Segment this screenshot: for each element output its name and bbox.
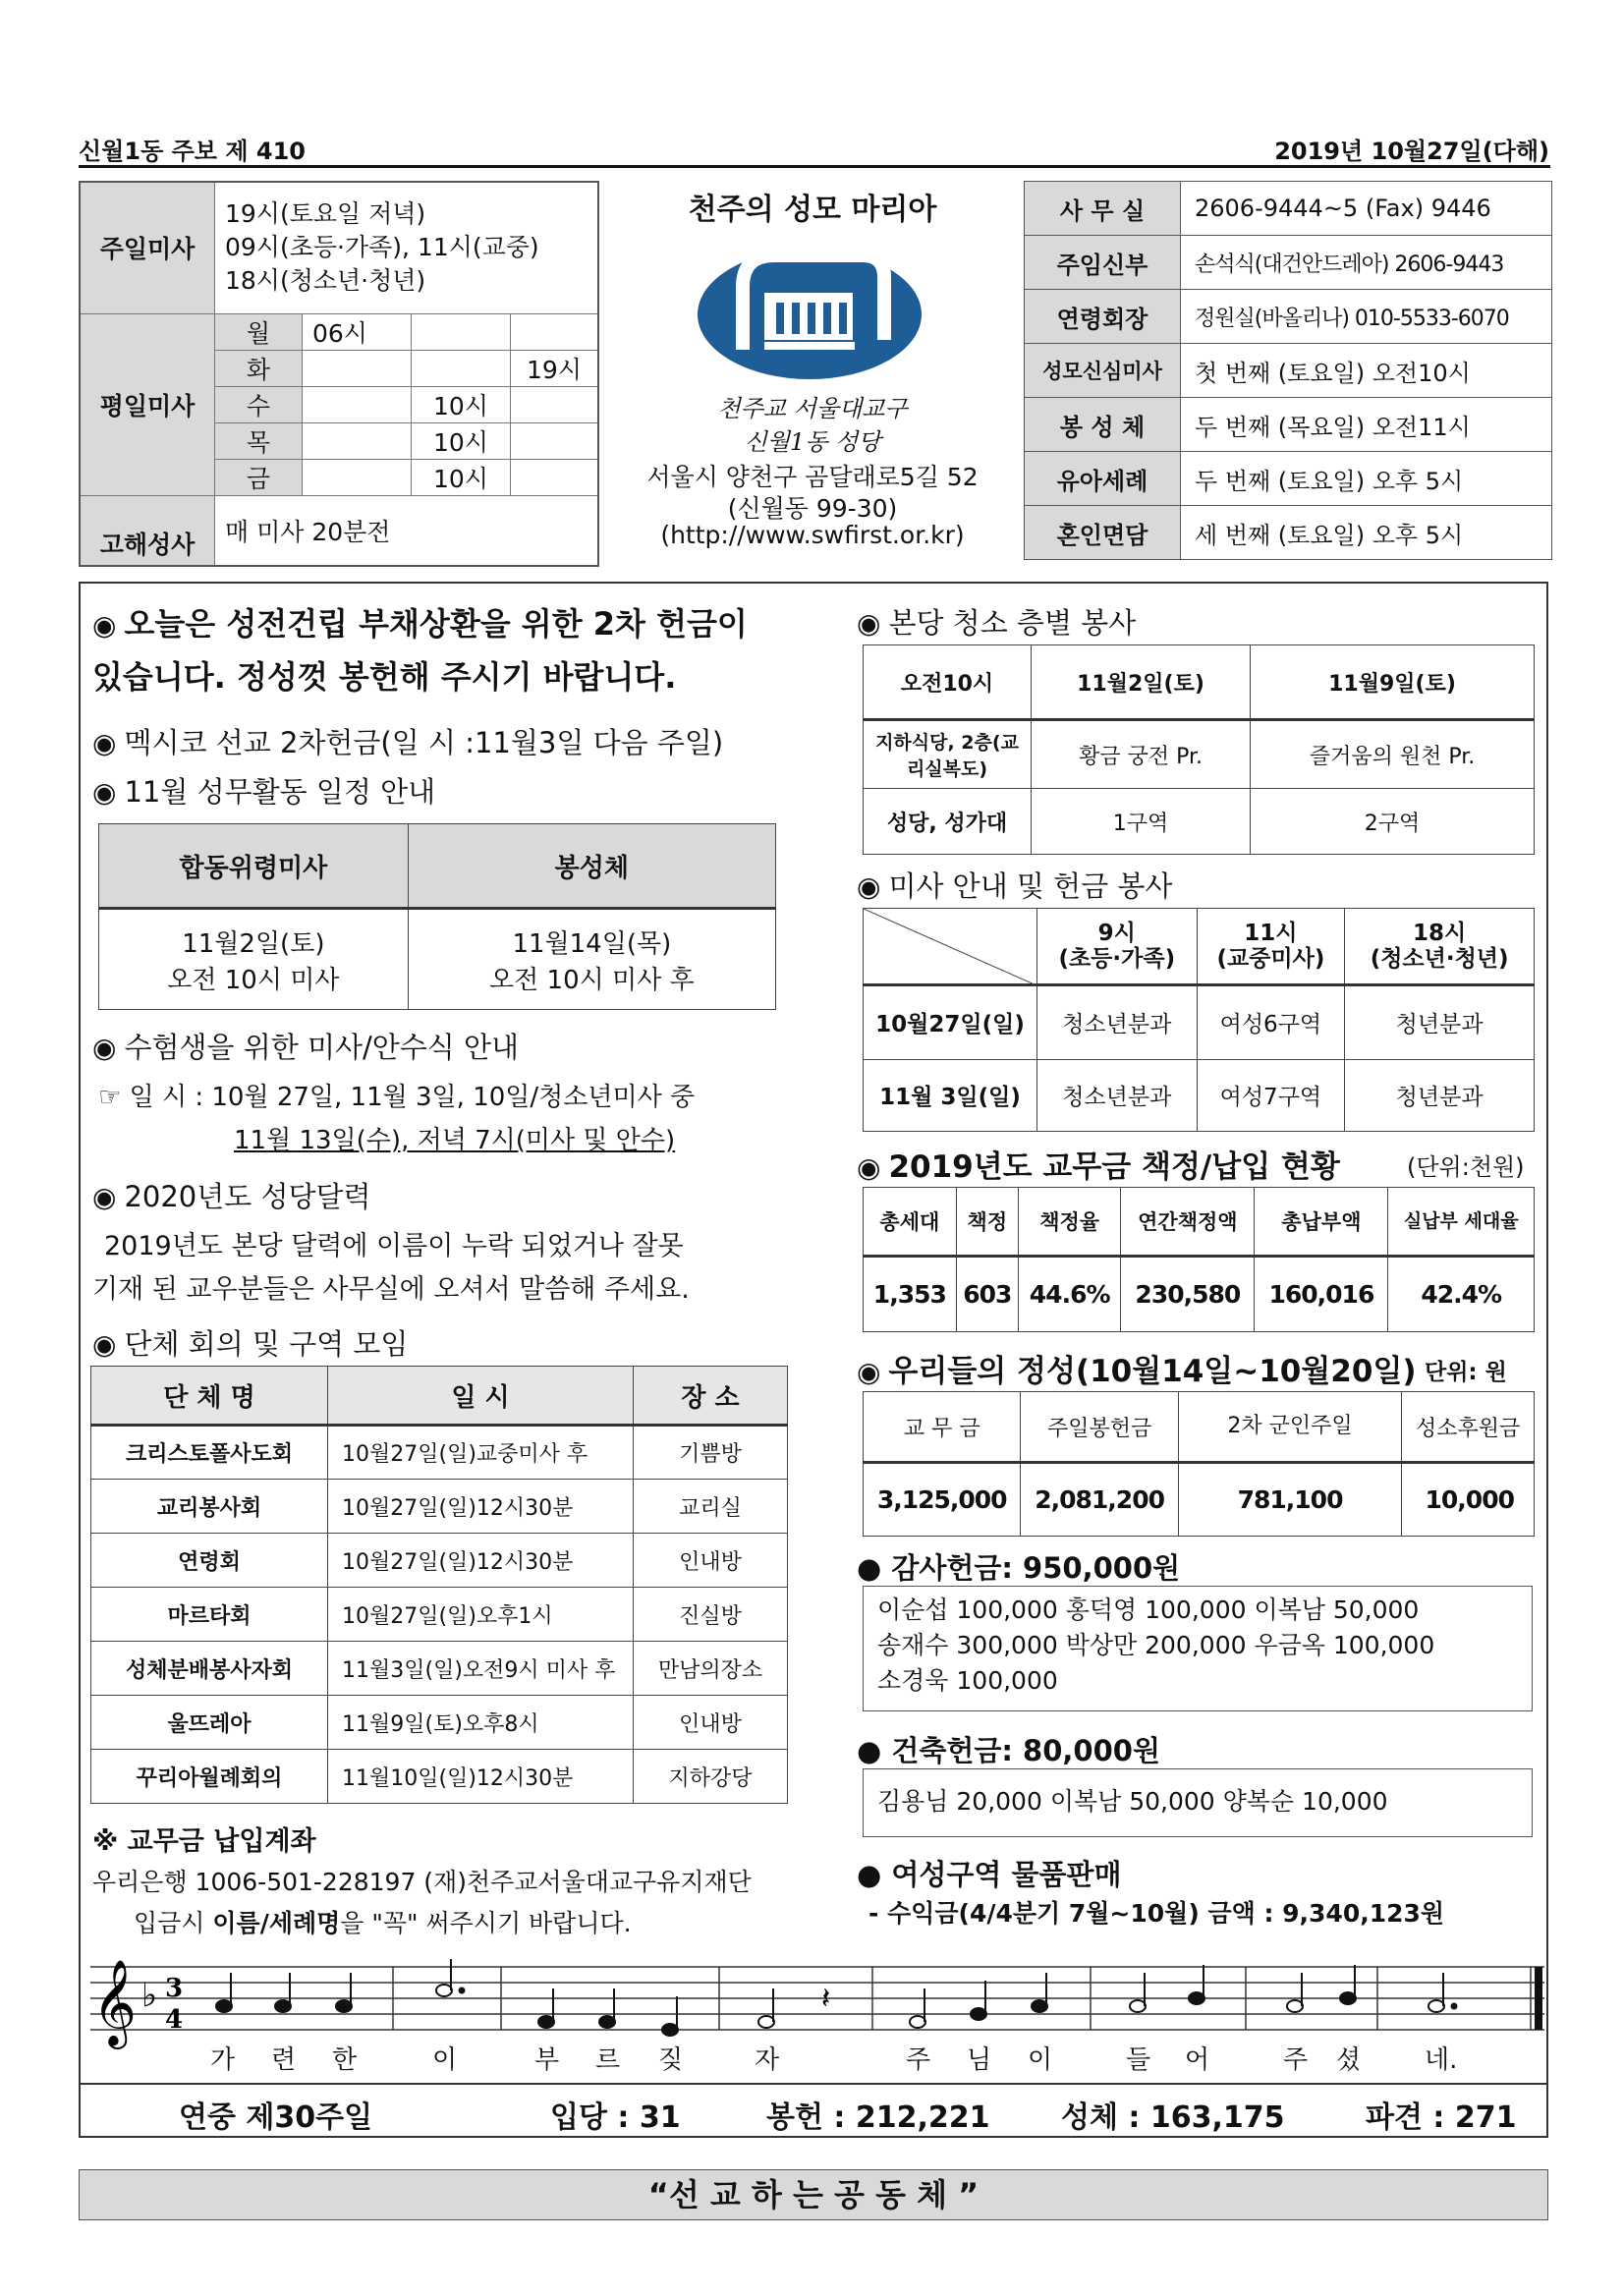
sunday-mass-times xyxy=(215,182,599,313)
tithe-value: 603 xyxy=(956,1257,1018,1332)
mass-group: 청년분과 xyxy=(1345,1059,1535,1131)
confession-text: 매 미사 20분전 xyxy=(215,495,599,566)
bullet-icon: ◉ xyxy=(92,1328,117,1361)
weekday-day: 금 xyxy=(215,459,303,495)
mass-time-header xyxy=(1197,909,1345,985)
cleaning-group: 황금 궁전 Pr. xyxy=(1032,720,1251,789)
weekday-time: 10시 xyxy=(412,459,511,495)
offering-value: 2,081,200 xyxy=(1021,1463,1178,1537)
mass-group: 여성7구역 xyxy=(1197,1059,1345,1131)
bullet-icon: ◉ xyxy=(92,1032,117,1064)
nov-schedule-table xyxy=(98,823,776,1010)
sunday-line: 18시(청소년·청년) xyxy=(225,266,426,296)
time-signature-top: 3 xyxy=(165,1974,184,2003)
meeting-place: 만남의장소 xyxy=(634,1642,788,1696)
offering-header: 성소후원금 xyxy=(1402,1392,1535,1463)
cleaning-header: 11월9일(토) xyxy=(1251,645,1535,720)
offering-header: 2차 군인주일 xyxy=(1178,1392,1401,1463)
headline-line-1 xyxy=(92,599,748,644)
lyric-syllable: 부 xyxy=(534,2045,560,2075)
weekday-time: 06시 xyxy=(303,313,412,350)
nov-cell-time: 오전 10시 미사 후 xyxy=(489,965,695,995)
lyric-syllable: 주 xyxy=(906,2045,931,2075)
offering-unit: 단위: 원 xyxy=(1425,1360,1507,1385)
communion-hymn: 성체 : 163,175 xyxy=(1061,2100,1285,2135)
weekday-time xyxy=(511,459,599,495)
women-sale-title-text: 여성구역 물품판매 xyxy=(891,1858,1122,1891)
bullet-icon: ◉ xyxy=(857,870,881,903)
tithe-value: 44.6% xyxy=(1018,1257,1120,1332)
exam-title-text: 수험생을 위한 미사/안수식 안내 xyxy=(124,1031,520,1064)
tithe-header: 총세대 xyxy=(864,1188,957,1257)
mass-date: 11월 3일(일) xyxy=(864,1059,1037,1131)
calendar-line-1: 2019년도 본당 달력에 이름이 누락 되었거나 잘못 xyxy=(104,1231,684,1261)
meeting-title xyxy=(92,1322,408,1363)
weekday-time xyxy=(303,386,412,422)
bulletin-date: 2019년 10월27일(다해) xyxy=(1274,138,1549,165)
parish-logo-icon xyxy=(696,232,924,379)
bullet-icon: ◉ xyxy=(92,1181,117,1213)
cleaning-title-text: 본당 청소 층별 봉사 xyxy=(888,606,1137,640)
exam-line-1: ☞ 일 시 : 10월 27일, 11월 3일, 10일/청소년미사 중 xyxy=(98,1083,696,1112)
logo-script-1: 천주교 서울대교구 xyxy=(717,395,908,422)
cleaning-title xyxy=(857,601,1136,642)
footer-divider xyxy=(79,2083,1548,2085)
bullet-icon: ◉ xyxy=(857,1151,881,1184)
cleaning-group: 2구역 xyxy=(1251,789,1535,855)
offering-value: 10,000 xyxy=(1402,1463,1535,1537)
offering-value: 3,125,000 xyxy=(864,1463,1021,1537)
lyric-syllable: 련 xyxy=(271,2045,297,2075)
mass-schedule-table xyxy=(79,181,599,567)
tithe-value: 160,016 xyxy=(1255,1257,1388,1332)
account-line-2 xyxy=(134,1904,632,1939)
weekday-time xyxy=(511,386,599,422)
calendar-title xyxy=(92,1175,371,1215)
mass-type: (초등·가족) xyxy=(1058,946,1176,972)
office-label: 연령회장 xyxy=(1025,290,1181,344)
office-value: 손석식(대건안드레아) 2606-9443 xyxy=(1181,236,1552,290)
thanks-box xyxy=(863,1586,1533,1711)
office-label: 유아세례 xyxy=(1025,452,1181,506)
nov-cell-date: 11월2일(토) xyxy=(182,928,325,959)
meeting-col-header: 단 체 명 xyxy=(91,1367,328,1426)
logo-script-2: 신월1동 성당 xyxy=(744,428,881,456)
bullet-icon: ◉ xyxy=(92,609,117,642)
weekday-time xyxy=(511,422,599,459)
office-value: 첫 번째 (토요일) 오전10시 xyxy=(1181,344,1552,398)
office-value: 정원실(바올리나) 010-5533-6070 xyxy=(1181,290,1552,344)
nov-cell-time: 오전 10시 미사 xyxy=(167,965,340,995)
sunday-mass-label: 주일미사 xyxy=(80,182,215,313)
office-value: 두 번째 (목요일) 오전11시 xyxy=(1181,398,1552,452)
thanks-title xyxy=(857,1546,1180,1587)
nov-cell-date: 11월14일(목) xyxy=(512,928,672,959)
meeting-group: 마르타회 xyxy=(91,1588,328,1642)
offering-title xyxy=(857,1346,1417,1390)
thanks-line: 이순섭 100,000 홍덕영 100,000 이복남 50,000 xyxy=(877,1596,1420,1624)
building-box: 김용님 20,000 이복남 50,000 양복순 10,000 xyxy=(863,1768,1533,1837)
meeting-group: 교리봉사회 xyxy=(91,1480,328,1534)
mass-time: 18시 xyxy=(1413,921,1467,946)
cleaning-header: 11월2일(토) xyxy=(1032,645,1251,720)
bullet-icon: ◉ xyxy=(92,727,117,759)
cleaning-area: 지하식당, 2층(교리실복도) xyxy=(864,720,1032,789)
exam-line-2: 11월 13일(수), 저녁 7시(미사 및 안수) xyxy=(234,1126,676,1155)
meeting-place: 인내방 xyxy=(634,1696,788,1750)
mass-time: 9시 xyxy=(1097,921,1136,946)
weekday-day: 목 xyxy=(215,422,303,459)
meeting-place: 인내방 xyxy=(634,1534,788,1588)
women-sale-title xyxy=(857,1853,1122,1893)
meeting-title-text: 단체 회의 및 구역 모임 xyxy=(124,1327,409,1361)
lyric-syllable: 한 xyxy=(332,2045,358,2075)
diagonal-line-icon xyxy=(864,909,1036,985)
bullet-icon: ◉ xyxy=(857,607,881,640)
lyric-syllable: 주 xyxy=(1283,2045,1309,2075)
tithe-header: 책정 xyxy=(956,1188,1018,1257)
thanks-line: 송재수 300,000 박상만 200,000 우금옥 100,000 xyxy=(877,1631,1435,1659)
tithe-value: 230,580 xyxy=(1121,1257,1255,1332)
weekday-time: 19시 xyxy=(511,350,599,386)
lyrics-row xyxy=(81,2040,1546,2079)
meeting-place: 진실방 xyxy=(634,1588,788,1642)
cleaning-area: 성당, 성가대 xyxy=(864,789,1032,855)
meeting-group: 연령회 xyxy=(91,1534,328,1588)
calendar-title-text: 2020년도 성당달력 xyxy=(124,1180,371,1213)
offering-header: 교 무 금 xyxy=(864,1392,1021,1463)
office-label: 봉 성 체 xyxy=(1025,398,1181,452)
account-text: 입금시 xyxy=(134,1909,213,1937)
liturgical-week: 연중 제30주일 xyxy=(179,2100,373,2135)
cleaning-group: 1구역 xyxy=(1032,789,1251,855)
weekday-time: 10시 xyxy=(412,422,511,459)
offering-header: 주일봉헌금 xyxy=(1021,1392,1178,1463)
mass-group: 여성6구역 xyxy=(1197,985,1345,1060)
office-info-table xyxy=(1024,181,1552,560)
parish-motto: “선 교 하 는 공 동 체 ” xyxy=(79,2169,1548,2220)
nov-cell xyxy=(408,909,775,1010)
offering-title-text: 우리들의 정성(10월14일~10월20일) xyxy=(888,1354,1417,1389)
lyric-syllable: 자 xyxy=(755,2045,780,2075)
sunday-line: 09시(초등·가족), 11시(교중) xyxy=(225,233,539,262)
building-title-text: 건축헌금: 80,000원 xyxy=(891,1734,1160,1767)
exam-title xyxy=(92,1026,519,1066)
offering-table xyxy=(863,1391,1535,1537)
diagonal-cell xyxy=(864,909,1037,985)
meeting-time: 11월10일(일)12시30분 xyxy=(328,1750,634,1804)
offering-value: 781,100 xyxy=(1178,1463,1401,1537)
weekday-day: 수 xyxy=(215,386,303,422)
tithe-unit: (단위:천원) xyxy=(1407,1153,1525,1181)
weekday-day: 화 xyxy=(215,350,303,386)
mass-time-header xyxy=(1345,909,1535,985)
weekday-time xyxy=(303,459,412,495)
parish-patron: 천주의 성모 마리아 xyxy=(688,193,937,227)
nov-schedule-title xyxy=(92,770,435,811)
weekday-time xyxy=(412,313,511,350)
meeting-time: 10월27일(일)12시30분 xyxy=(328,1534,634,1588)
weekday-time xyxy=(303,350,412,386)
weekday-time: 10시 xyxy=(412,386,511,422)
mass-offering-table xyxy=(863,908,1535,1132)
lyric-syllable: 셨 xyxy=(1336,2045,1362,2075)
bullet-dot-icon: ● xyxy=(857,1858,882,1891)
parish-website[interactable]: (http://www.swfirst.or.kr) xyxy=(660,521,965,549)
meeting-group: 크리스토폴사도회 xyxy=(91,1426,328,1480)
tithe-header: 연간책정액 xyxy=(1121,1188,1255,1257)
tithe-table xyxy=(863,1187,1535,1332)
tithe-value: 42.4% xyxy=(1388,1257,1535,1332)
cleaning-table xyxy=(863,644,1535,855)
weekday-time xyxy=(511,313,599,350)
meeting-time: 10월27일(일)교중미사 후 xyxy=(328,1426,634,1480)
mexico-notice xyxy=(92,721,723,761)
treble-clef-icon: 𝄞 xyxy=(92,1958,137,2045)
lyric-syllable: 짖 xyxy=(658,2045,684,2075)
lyric-syllable: 이 xyxy=(432,2045,458,2075)
nov-title-text: 11월 성무활동 일정 안내 xyxy=(124,775,436,809)
meeting-place: 기쁨방 xyxy=(634,1426,788,1480)
mass-offering-title xyxy=(857,865,1172,905)
meeting-time: 10월27일(일)12시30분 xyxy=(328,1480,634,1534)
cleaning-header: 오전10시 xyxy=(864,645,1032,720)
women-sale-line: - 수익금(4/4분기 7월~10월) 금액 : 9,340,123원 xyxy=(868,1899,1445,1928)
mass-group: 청소년분과 xyxy=(1037,985,1198,1060)
account-name-emph: 이름/세례명 xyxy=(212,1909,341,1937)
bulletin-number: 신월1동 주보 제 410 xyxy=(79,138,306,165)
office-label: 혼인면담 xyxy=(1025,506,1181,560)
mexico-text: 멕시코 선교 2차헌금(일 시 :11월3일 다음 주일) xyxy=(124,726,724,759)
office-label: 성모신심미사 xyxy=(1025,344,1181,398)
weekday-time xyxy=(303,422,412,459)
parish-address-old: (신월동 99-30) xyxy=(727,494,898,523)
bullet-dot-icon: ● xyxy=(857,1734,882,1767)
office-value: 세 번째 (토요일) 오후 5시 xyxy=(1181,506,1552,560)
meeting-time: 11월9일(토)오후8시 xyxy=(328,1696,634,1750)
meeting-group: 성체분배봉사자회 xyxy=(91,1642,328,1696)
tithe-header: 책정율 xyxy=(1018,1188,1120,1257)
time-signature-bottom: 4 xyxy=(165,2005,184,2035)
parish-address: 서울시 양천구 곰달래로5길 52 xyxy=(646,463,979,491)
meeting-time: 10월27일(일)오후1시 xyxy=(328,1588,634,1642)
thanks-title-text: 감사헌금: 950,000원 xyxy=(891,1551,1181,1585)
nov-col-header: 합동위령미사 xyxy=(99,824,409,909)
offertory-hymn: 봉헌 : 212,221 xyxy=(766,2100,990,2135)
account-line-1: 우리은행 1006-501-228197 (재)천주교서울대교구유지재단 xyxy=(92,1868,752,1896)
lyric-syllable: 어 xyxy=(1185,2045,1210,2075)
meeting-col-header: 장 소 xyxy=(634,1367,788,1426)
lyric-syllable: 님 xyxy=(967,2045,992,2075)
meeting-col-header: 일 시 xyxy=(328,1367,634,1426)
quarter-rest-icon: 𝄽 xyxy=(821,1982,831,2016)
mass-group: 청년분과 xyxy=(1345,985,1535,1060)
meeting-group: 꾸리아월례회의 xyxy=(91,1750,328,1804)
sunday-line: 19시(토요일 저녁) xyxy=(225,199,426,229)
headline-text: 오늘은 성전건립 부채상환을 위한 2차 헌금이 xyxy=(124,605,748,643)
mass-time: 11시 xyxy=(1244,921,1298,946)
headline-line-2: 있습니다. 정성껏 봉헌해 주시기 바랍니다. xyxy=(92,658,677,696)
calendar-line-2: 기재 된 교우분들은 사무실에 오셔서 말씀해 주세요. xyxy=(92,1274,690,1305)
mass-type: (청소년·청년) xyxy=(1370,946,1509,972)
weekday-day: 월 xyxy=(215,313,303,350)
entrance-hymn: 입당 : 31 xyxy=(550,2100,681,2135)
tithe-header: 총납부액 xyxy=(1255,1188,1388,1257)
flat-icon: ♭ xyxy=(141,1976,158,2015)
tithe-title-text: 2019년도 교무금 책정/납입 현황 xyxy=(888,1149,1340,1185)
building-title xyxy=(857,1729,1160,1769)
weekday-time xyxy=(412,350,511,386)
recessional-hymn: 파견 : 271 xyxy=(1366,2100,1517,2135)
meeting-place: 교리실 xyxy=(634,1480,788,1534)
mass-date: 10월27일(일) xyxy=(864,985,1037,1060)
lyric-syllable: 네. xyxy=(1425,2045,1458,2075)
office-label: 주임신부 xyxy=(1025,236,1181,290)
mass-offering-title-text: 미사 안내 및 헌금 봉사 xyxy=(888,869,1173,903)
meeting-group: 울뜨레아 xyxy=(91,1696,328,1750)
thanks-line: 소경욱 100,000 xyxy=(877,1666,1058,1695)
lyric-syllable: 들 xyxy=(1126,2045,1151,2075)
office-value: 2606-9444~5 (Fax) 9446 xyxy=(1181,182,1552,236)
lyric-syllable: 가 xyxy=(210,2045,236,2075)
lyric-syllable: 르 xyxy=(595,2045,621,2075)
bullet-dot-icon: ● xyxy=(857,1551,882,1585)
account-title: ※ 교무금 납입계좌 xyxy=(92,1826,316,1857)
lyric-syllable: 이 xyxy=(1028,2045,1053,2075)
office-value: 두 번째 (토요일) 오후 5시 xyxy=(1181,452,1552,506)
tithe-value: 1,353 xyxy=(864,1257,957,1332)
tithe-title xyxy=(857,1142,1340,1186)
nov-col-header: 봉성체 xyxy=(408,824,775,909)
confession-label: 고해성사 xyxy=(80,495,215,566)
mass-type: (교중미사) xyxy=(1216,946,1325,972)
meeting-time: 11월3일(일)오전9시 미사 후 xyxy=(328,1642,634,1696)
meeting-table xyxy=(90,1366,788,1804)
mass-time-header xyxy=(1037,909,1198,985)
header-divider xyxy=(79,165,1550,168)
bullet-icon: ◉ xyxy=(92,776,117,809)
weekday-mass-label: 평일미사 xyxy=(80,313,215,495)
nov-cell xyxy=(99,909,409,1010)
office-label: 사 무 실 xyxy=(1025,182,1181,236)
bullet-icon: ◉ xyxy=(857,1356,881,1388)
tithe-header: 실납부 세대율 xyxy=(1388,1188,1535,1257)
meeting-place: 지하강당 xyxy=(634,1750,788,1804)
final-barline xyxy=(1535,1967,1542,2030)
mass-group: 청소년분과 xyxy=(1037,1059,1198,1131)
account-text: 을 "꼭" 써주시기 바랍니다. xyxy=(340,1909,632,1937)
cleaning-group: 즐거움의 원천 Pr. xyxy=(1251,720,1535,789)
